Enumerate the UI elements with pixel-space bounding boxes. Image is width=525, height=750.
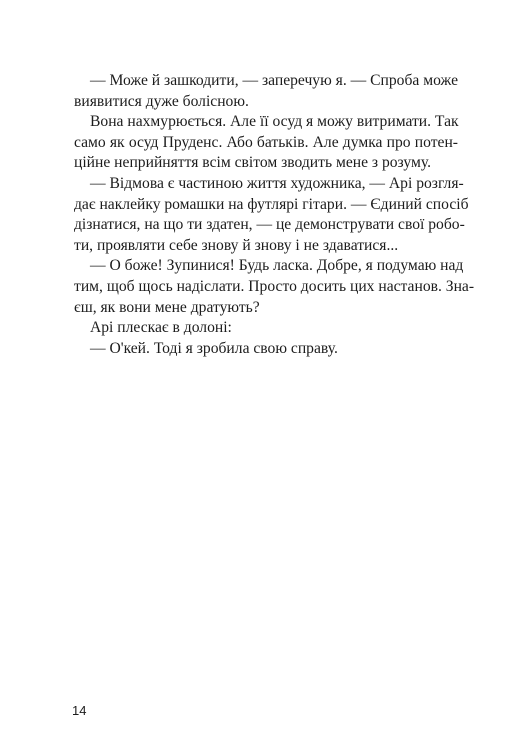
- text-line: дізнатися, на що ти здатен, — це демонструвати свої робо-: [74, 216, 465, 234]
- text-line: Арі плескає в долоні:: [90, 319, 232, 337]
- text-line: — Може й зашкодити, — заперечую я. — Спроба може: [90, 72, 458, 89]
- page-number: 14: [72, 703, 87, 718]
- text-line: виявитися дуже болісною.: [74, 92, 249, 110]
- text-line: Вона нахмурюється. Але її осуд я можу витримати. Так: [90, 113, 459, 131]
- paragraph: [74, 339, 458, 360]
- text-line: єш, як вони мене дратують?: [74, 298, 260, 316]
- paragraph: [74, 174, 469, 256]
- paragraph: [74, 112, 458, 174]
- paragraph: [74, 71, 458, 112]
- text-line: дає наклейку ромашки на футлярі гітари. — Єдиний спосіб: [74, 195, 469, 213]
- text-line: ційне неприйняття всім світом зводить мене з розуму.: [74, 154, 431, 172]
- paragraph: [74, 256, 475, 318]
- text-line: ти, проявляти себе знову й знову і не здаватися...: [74, 236, 399, 254]
- text-line: — О боже! Зупинися! Будь ласка. Добре, я подумаю над: [90, 257, 464, 275]
- text-line: тим, щоб щось надіслати. Просто досить цих настанов. Зна-: [74, 277, 475, 295]
- text-line: само як осуд Пруденс. Або батьків. Але думка про потен-: [74, 133, 458, 151]
- text-line: — О'кей. Тоді я зробила свою справу.: [90, 339, 338, 357]
- body-text: [74, 71, 475, 359]
- text-line: — Відмова є частиною життя художника, — Арі розгля-: [90, 174, 464, 192]
- paragraph: [74, 318, 458, 339]
